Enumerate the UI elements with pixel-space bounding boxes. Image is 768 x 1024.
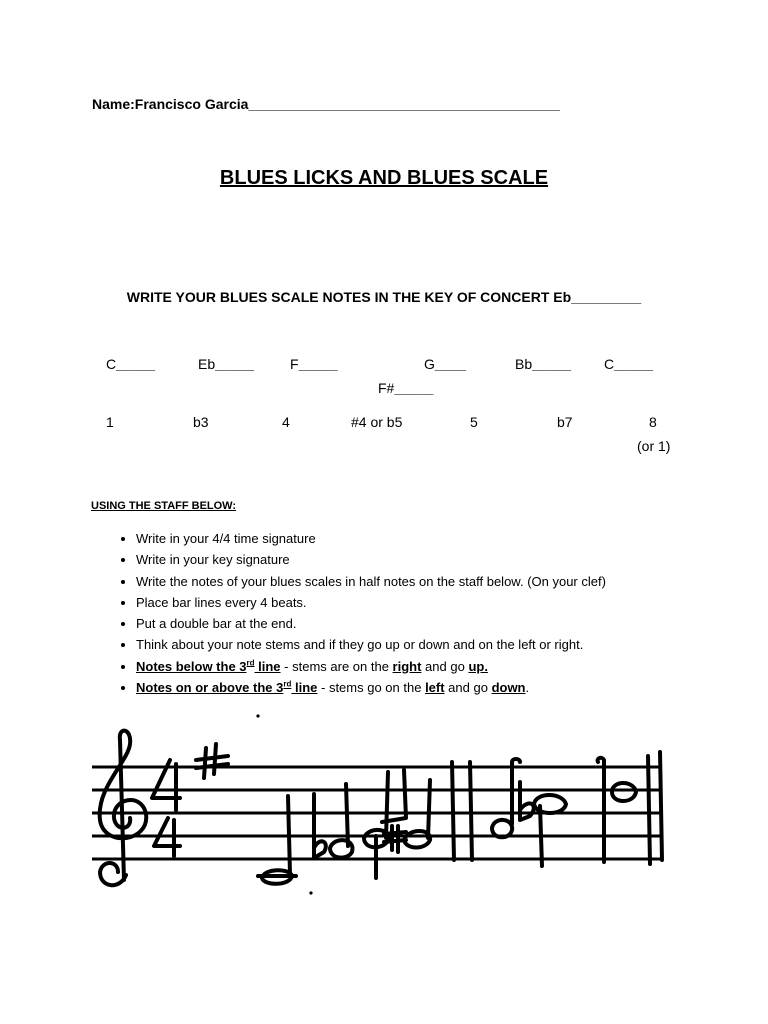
degree-sharp4-or-b5: #4 or b5 — [351, 414, 403, 430]
list-item: • Notes on or above the 3rd line - stems go on the left and go down. — [136, 677, 736, 698]
scale-note-fsharp[interactable]: F#_____ — [378, 380, 434, 396]
note-bb-icon — [520, 782, 566, 866]
bar-line-icon — [452, 762, 454, 860]
stray-dot — [309, 891, 312, 894]
scale-note-eb[interactable]: Eb_____ — [198, 356, 255, 372]
name-underline: ________________________________________ — [248, 96, 560, 112]
stray-dot — [256, 714, 259, 717]
degree-8: 8 — [649, 414, 657, 430]
scale-instruction: WRITE YOUR BLUES SCALE NOTES IN THE KEY OF CONCERT Eb_________ — [126, 289, 642, 305]
list-item: • Write the notes of your blues scales in half notes on the staff below. (On your clef) — [136, 571, 736, 592]
name-value[interactable]: Francisco Garcia — [134, 96, 249, 112]
note-f-icon — [364, 772, 388, 878]
list-item: • Think about your note stems and if they go up or down and on the left or right. — [136, 634, 736, 655]
degree-5: 5 — [470, 414, 478, 430]
list-item: • Write in your 4/4 time signature — [136, 528, 736, 549]
degree-or-1: (or 1) — [637, 438, 671, 454]
name-line — [92, 96, 560, 112]
music-staff[interactable] — [0, 700, 768, 910]
list-item: • Notes below the 3rd line - stems are on the right and go up. — [136, 656, 736, 677]
list-item: • Write in your key signature — [136, 549, 736, 570]
degree-b7: b7 — [557, 414, 573, 430]
list-item: • Put a double bar at the end. — [136, 613, 736, 634]
degree-1: 1 — [106, 414, 114, 430]
double-bar-icon — [648, 752, 662, 864]
sharp-key-signature-icon — [196, 744, 228, 778]
bar-line-icon — [470, 762, 472, 860]
scale-note-c-high[interactable]: C_____ — [604, 356, 654, 372]
name-label: Name: — [92, 96, 135, 112]
degree-b3: b3 — [193, 414, 209, 430]
time-signature-icon — [152, 760, 180, 856]
scale-note-c[interactable]: C_____ — [106, 356, 156, 372]
instructions-list — [92, 528, 736, 698]
scale-note-f[interactable]: F_____ — [290, 356, 338, 372]
page-title: BLUES LICKS AND BLUES SCALE — [219, 167, 549, 189]
note-g-icon — [492, 759, 520, 837]
scale-note-bb[interactable]: Bb_____ — [515, 356, 572, 372]
scale-note-g[interactable]: G____ — [424, 356, 467, 372]
treble-clef-icon — [100, 731, 147, 886]
degree-4: 4 — [282, 414, 290, 430]
list-item: • Place bar lines every 4 beats. — [136, 592, 736, 613]
staff-heading: USING THE STAFF BELOW: — [91, 500, 237, 512]
bar-line-icon — [598, 758, 604, 862]
note-c-icon — [258, 796, 296, 884]
note-c-high-icon — [612, 783, 636, 801]
note-eb-icon — [314, 784, 352, 858]
